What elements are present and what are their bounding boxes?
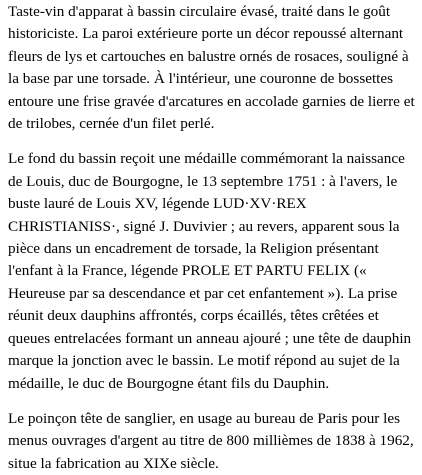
paragraph-hallmark: Le poinçon tête de sanglier, en usage au bureau de Paris pour les menus ouvrages d'argent au titre de 800 millièmes de 1838 à 1962, situe la fabrication au XIXe siècle. (8, 409, 414, 472)
paragraph-description: Taste-vin d'apparat à bassin circulaire évasé, traité dans le goût historiciste. La paroi extérieure porte un décor repoussé alternant fleurs de lys et cartouches en balustre ornés de rosaces, souligné à la base par une torsade. À l'intérieur, une couronne de bossettes entoure une frise gravée d'arcatures en accolade garnies de lierre et de trilobes, cernée d'un filet perlé. (8, 3, 415, 133)
paragraph-medal: Le fond du bassin reçoit une médaille commémorant la naissance de Louis, duc de Bourgogne, le 13 septembre 1751 : à l'avers, le buste lauré de Louis XV, légende LUD·XV·REX CHRISTIANISS·, signé J. Duvivier ; au revers, apparent sous la pièce dans un encadrement de torsade, la Religion présentant l'enfant à la France, légende PROLE ET PARTU FELIX (« Heureuse par sa descendance et par cet enfantement »). La prise réunit deux dauphins affrontés, corps écaillés, têtes crêtées et queues entrelacées formant un anneau ajouré ; une tête de dauphin marque la jonction avec le bassin. Le motif répond au sujet de la médaille, le duc de Bourgogne étant fils du Dauphin. (8, 150, 412, 392)
